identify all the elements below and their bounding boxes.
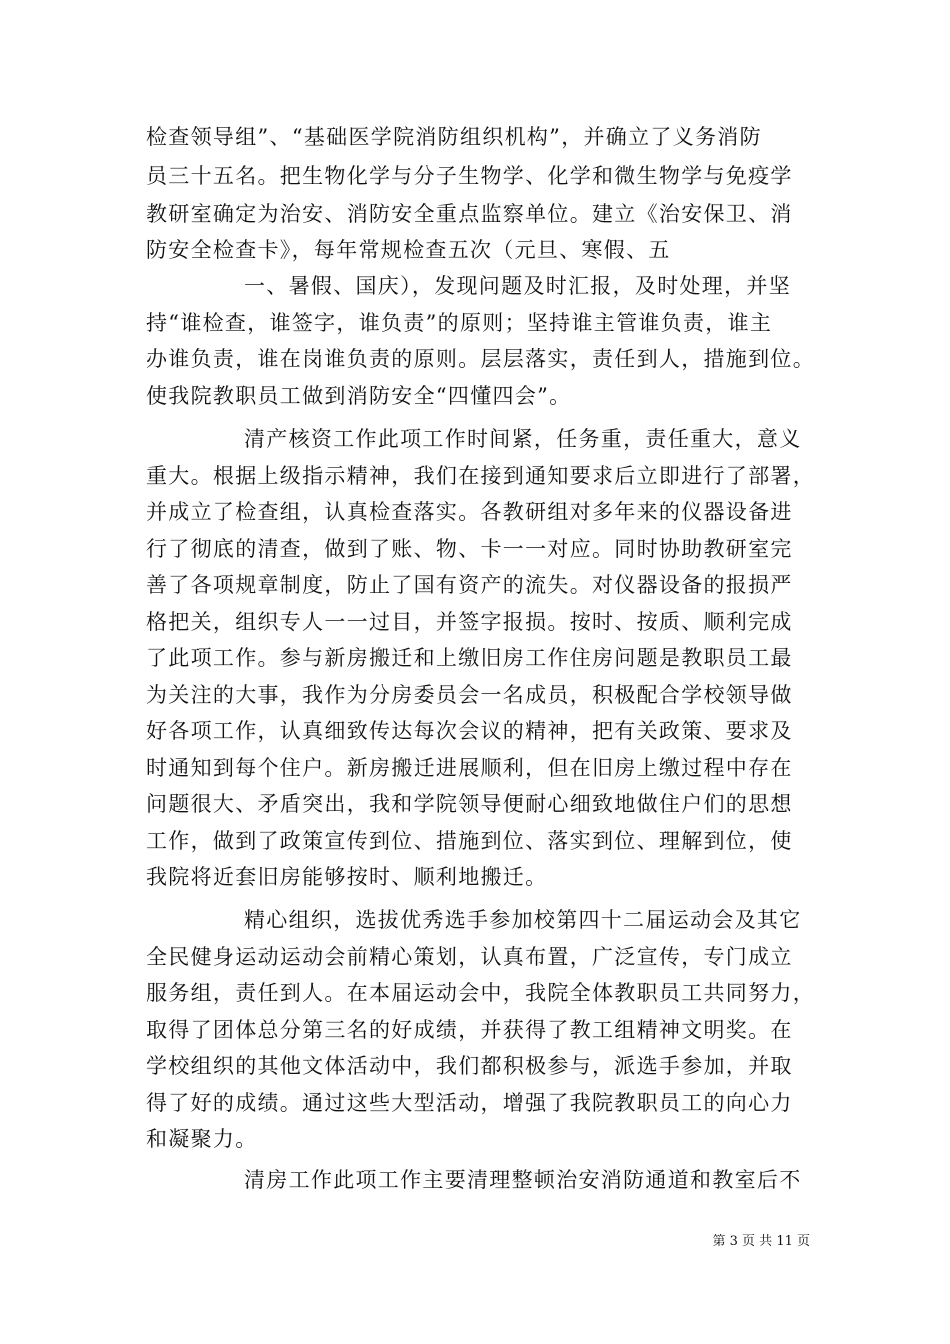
text-line: 防安全检查卡》，每年常规检查五次（元旦、寒假、五 — [146, 238, 671, 262]
text-line: 持“谁检查，谁签字，谁负责”的原则；坚持谁主管谁负责，谁主 — [146, 311, 773, 335]
text-line: 重大。根据上级指示精神，我们在接到通知要求后立即进行了部署， — [146, 464, 815, 488]
text-line: 得了好的成绩。通过这些大型活动，增强了我院教职员工的向心力 — [146, 1091, 793, 1115]
text-line: 清产核资工作此项工作时间紧，任务重，责任重大，意义 — [244, 427, 802, 451]
text-line: 并成立了检查组，认真检查落实。各教研组对多年来的仪器设备进 — [146, 500, 793, 524]
text-line: 了此项工作。参与新房搬迁和上缴旧房工作住房问题是教职员工最 — [146, 646, 793, 670]
text-line: 善了各项规章制度，防止了国有资产的流失。对仪器设备的报损严 — [146, 573, 793, 597]
text-line: 行了彻底的清查，做到了账、物、卡一一对应。同时协助教研室完 — [146, 537, 793, 561]
text-line: 教研室确定为治安、消防安全重点监察单位。建立《治安保卫、消 — [146, 202, 793, 226]
text-line: 检查领导组”、“基础医学院消防组织机构”，并确立了义务消防 — [146, 125, 762, 149]
text-line: 格把关，组织专人一一过目，并签字报损。按时、按质、顺利完成 — [146, 610, 793, 634]
text-line: 清房工作此项工作主要清理整顿治安消防通道和教室后不 — [244, 1168, 802, 1192]
text-line: 一、暑假、国庆），发现问题及时汇报，及时处理，并坚 — [244, 274, 791, 298]
text-line: 取得了团体总分第三名的好成绩，并获得了教工组精神文明奖。在 — [146, 1018, 793, 1042]
text-line: 使我院教职员工做到消防安全“四懂四会”。 — [146, 384, 572, 408]
text-line: 学校组织的其他文体活动中，我们都积极参与，派选手参加，并取 — [146, 1054, 793, 1078]
text-line: 好各项工作，认真细致传达每次会议的精神，把有关政策、要求及 — [146, 719, 793, 743]
text-line: 和凝聚力。 — [146, 1127, 258, 1151]
text-line: 为关注的大事，我作为分房委员会一名成员，积极配合学校领导做 — [146, 683, 793, 707]
text-line: 时通知到每个住户。新房搬迁进展顺利，但在旧房上缴过程中存在 — [146, 756, 793, 780]
page-number: 第 3 页 共 11 页 — [712, 1234, 810, 1249]
text-line: 工作，做到了政策宣传到位、措施到位、落实到位、理解到位，使 — [146, 829, 793, 853]
text-line: 问题很大、矛盾突出，我和学院领导便耐心细致地做住户们的思想 — [146, 792, 793, 816]
text-line: 精心组织，选拔优秀选手参加校第四十二届运动会及其它 — [244, 908, 802, 932]
text-line: 全民健身运动运动会前精心策划，认真布置，广泛宣传，专门成立 — [146, 945, 793, 969]
text-line: 办谁负责，谁在岗谁负责的原则。层层落实，责任到人，措施到位。 — [146, 347, 815, 371]
text-line: 服务组，责任到人。在本届运动会中，我院全体教职员工共同努力， — [146, 981, 815, 1005]
text-line: 员三十五名。把生物化学与分子生物学、化学和微生物学与免疫学 — [146, 164, 793, 188]
text-line: 我院将近套旧房能够按时、顺利地搬迁。 — [146, 865, 548, 889]
